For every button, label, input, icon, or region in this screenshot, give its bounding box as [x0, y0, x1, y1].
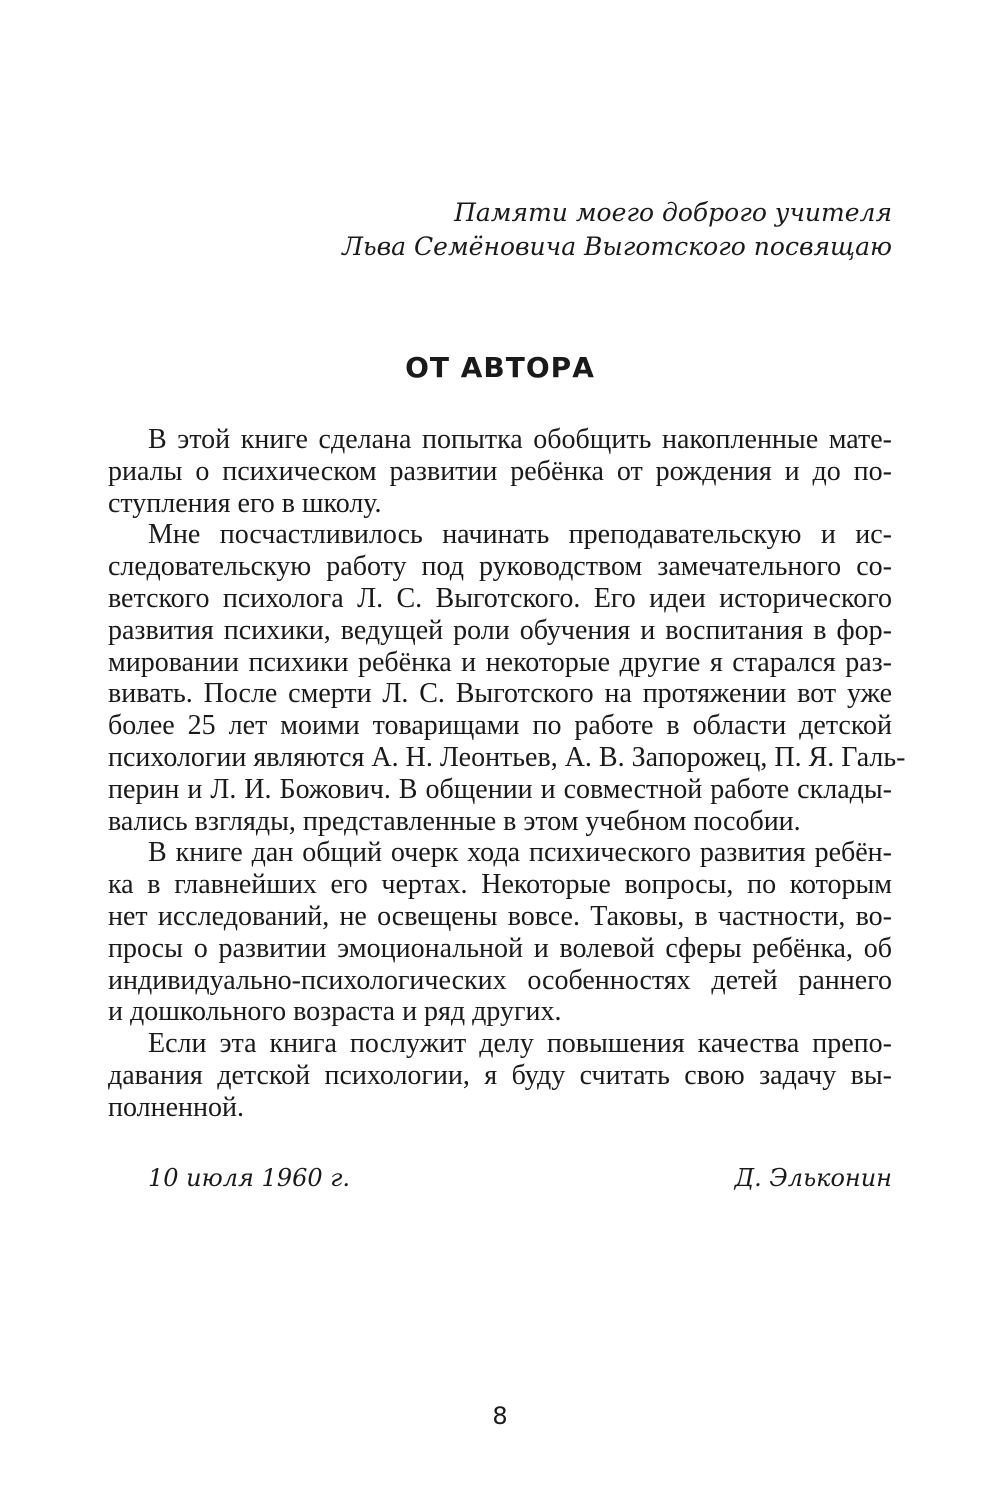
text-line: вались взгляды, представленные в этом учебном пособии. [108, 805, 801, 837]
page-number: 8 [492, 1402, 508, 1430]
signature-date: 10 июля 1960 г. [148, 1164, 351, 1192]
text-line: развития психики, ведущей роли обучения и воспитания в фор- [108, 614, 892, 646]
text-line: следовательскую работу под руководством замечательного со- [108, 551, 892, 583]
dedication-line: Памяти моего доброго учителя [454, 198, 892, 227]
text-line: просы о развитии эмоциональной и волевой сферы ребёнка, об [108, 932, 892, 964]
text-line: ступления его в школу. [108, 487, 382, 519]
dedication-line: Льва Семёновича Выготского посвящаю [342, 232, 892, 261]
text-line: Мне посчастливилось начинать преподавательскую и ис- [148, 519, 892, 551]
text-line: давания детской психологии, я буду считать свою задачу вы- [108, 1059, 892, 1091]
body-text [108, 424, 906, 1124]
text-line: индивидуально-психологических особенностях детей раннего [108, 964, 892, 996]
text-line: ветского психолога Л. С. Выготского. Его идеи исторического [108, 582, 892, 614]
signature-author: Д. Эльконин [734, 1164, 892, 1192]
text-line: и дошкольного возраста и ряд других. [108, 996, 562, 1028]
dedication [342, 196, 892, 264]
text-line: В книге дан общий очерк хода психического развития ребён- [148, 837, 892, 869]
text-line: более 25 лет моими товарищами по работе в области детской [108, 710, 892, 742]
text-line: В этой книге сделана попытка обобщить накопленные мате- [148, 424, 892, 455]
text-line: риалы о психическом развитии ребёнка от рождения и до по- [108, 455, 892, 487]
text-line: полненной. [108, 1091, 244, 1123]
text-line: нет исследований, не освещены вовсе. Таковы, в частности, во- [108, 900, 892, 932]
text-line: психологии являются А. Н. Леонтьев, А. В. Запорожец, П. Я. Галь- [108, 741, 906, 773]
text-line: ка в главнейших его чертах. Некоторые вопросы, по которым [108, 869, 892, 901]
text-line: вивать. После смерти Л. С. Выготского на протяжении вот уже [108, 678, 892, 710]
text-line: перин и Л. И. Божович. В общении и совместной работе склады- [108, 773, 892, 805]
section-heading: ОТ АВТОРА [405, 351, 595, 384]
text-line: Если эта книга послужит делу повышения качества препо- [148, 1028, 892, 1060]
text-line: мировании психики ребёнка и некоторые другие я старался раз- [108, 646, 892, 678]
